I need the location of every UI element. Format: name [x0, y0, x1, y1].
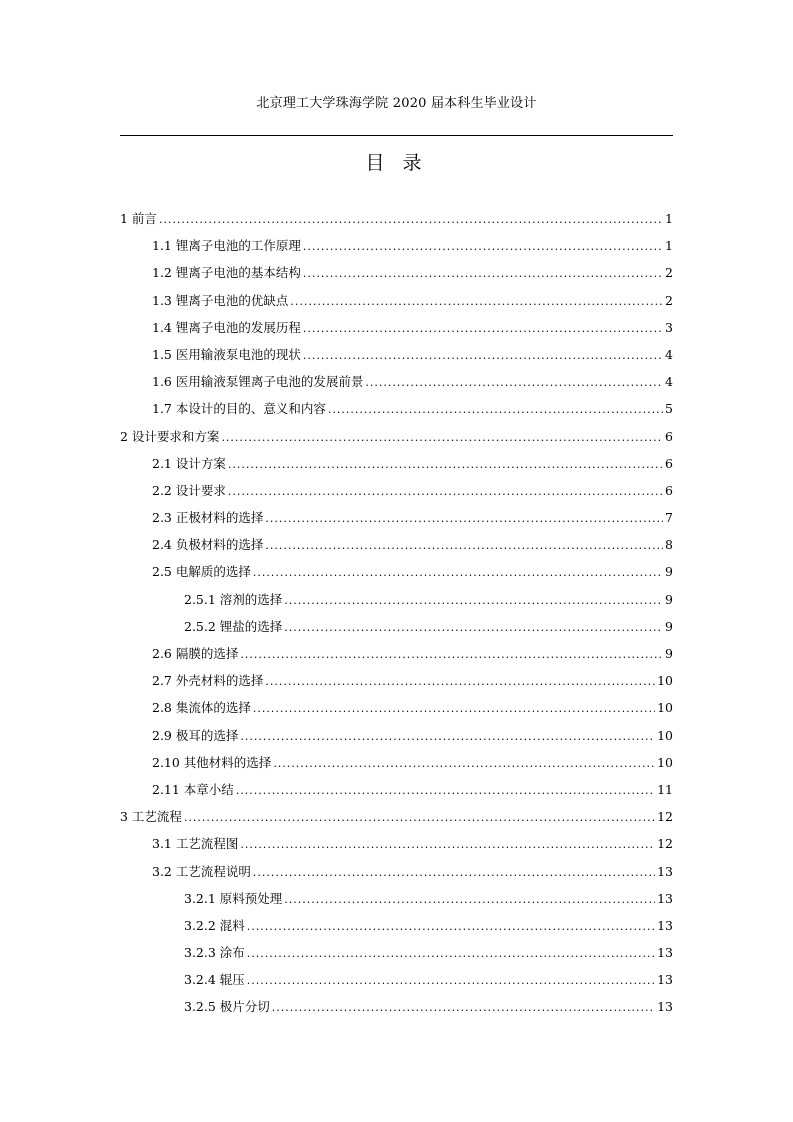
toc-entry-page: 6 [665, 482, 673, 498]
toc-entry[interactable] [120, 508, 673, 535]
toc-entry[interactable] [120, 209, 673, 236]
toc-entry-page: 3 [665, 319, 673, 335]
toc-leader-dots [247, 947, 655, 960]
toc-entry-label: 3.2 工艺流程说明 [152, 863, 251, 879]
toc-entry-page: 6 [665, 455, 673, 471]
toc-entry-page: 9 [665, 564, 673, 580]
toc-entry[interactable] [120, 780, 673, 807]
toc-entry-label: 1.6 医用输液泵锂离子电池的发展前景 [152, 374, 364, 390]
toc-leader-dots [284, 621, 663, 634]
toc-entry-label: 3 工艺流程 [120, 809, 182, 825]
toc-entry-label: 2.10 其他材料的选择 [152, 754, 272, 770]
toc-entry-label: 2.2 设计要求 [152, 482, 226, 498]
toc-entry[interactable] [120, 753, 673, 780]
toc-entry-page: 11 [657, 781, 673, 797]
toc-entry-label: 2.5 电解质的选择 [152, 564, 251, 580]
toc-entry[interactable] [120, 454, 673, 481]
toc-entry[interactable] [120, 263, 673, 290]
toc-leader-dots [240, 838, 655, 851]
toc-leader-dots [253, 866, 655, 879]
toc-entry-label: 1.3 锂离子电池的优缺点 [152, 292, 289, 308]
toc-entry-page: 9 [665, 646, 673, 661]
toc-leader-dots [284, 594, 663, 607]
toc-leader-dots [240, 648, 663, 661]
toc-leader-dots [328, 403, 663, 416]
toc-entry-page: 13 [657, 999, 673, 1015]
toc-leader-dots [253, 566, 663, 579]
toc-leader-dots [159, 213, 663, 226]
toc-entry-label: 2.8 集流体的选择 [152, 700, 251, 716]
toc-leader-dots [247, 974, 655, 987]
toc-entry-label: 1 前言 [120, 211, 157, 226]
toc-entry-label: 3.2.3 涂布 [184, 945, 245, 961]
toc-leader-dots [303, 349, 663, 362]
toc-entry[interactable] [120, 862, 673, 889]
toc-entry[interactable] [120, 236, 673, 263]
toc-entry[interactable] [120, 399, 673, 426]
toc-entry[interactable] [120, 807, 673, 834]
toc-entry-label: 2.6 隔膜的选择 [152, 646, 239, 661]
toc-entry-page: 9 [665, 591, 673, 607]
toc-leader-dots [303, 267, 663, 280]
toc-entry[interactable] [120, 698, 673, 725]
toc-list [120, 209, 673, 1025]
toc-entry-label: 3.2.1 原料预处理 [184, 890, 283, 906]
toc-entry-page: 8 [665, 537, 673, 553]
toc-entry-label: 2.11 本章小结 [152, 781, 234, 797]
toc-entry-page: 13 [657, 917, 673, 933]
toc-entry-label: 1.7 本设计的目的、意义和内容 [152, 401, 326, 417]
toc-entry[interactable] [120, 889, 673, 916]
toc-entry-label: 2.9 极耳的选择 [152, 727, 239, 743]
toc-entry[interactable] [120, 943, 673, 970]
toc-entry-page: 13 [657, 972, 673, 988]
toc-entry-label: 1.2 锂离子电池的基本结构 [152, 265, 301, 281]
toc-entry[interactable] [120, 834, 673, 861]
header-divider [120, 135, 673, 136]
toc-entry-label: 2 设计要求和方案 [120, 428, 220, 444]
toc-entry-label: 2.1 设计方案 [152, 455, 226, 471]
toc-entry-page: 4 [665, 346, 673, 362]
toc-entry-label: 1.5 医用输液泵电池的现状 [152, 346, 301, 362]
toc-entry-page: 10 [657, 673, 673, 689]
toc-entry[interactable] [120, 644, 673, 671]
toc-entry[interactable] [120, 617, 673, 644]
toc-entry[interactable] [120, 726, 673, 753]
toc-entry-label: 1.1 锂离子电池的工作原理 [152, 238, 301, 254]
toc-entry-page: 6 [665, 428, 673, 444]
toc-leader-dots [265, 539, 663, 552]
toc-leader-dots [221, 431, 663, 444]
toc-leader-dots [290, 295, 663, 308]
toc-entry-label: 3.2.4 辊压 [184, 972, 245, 988]
toc-leader-dots [228, 458, 663, 471]
toc-entry-page: 1 [665, 211, 673, 226]
toc-entry-page: 12 [657, 809, 673, 825]
toc-entry[interactable] [120, 590, 673, 617]
toc-entry[interactable] [120, 372, 673, 399]
toc-entry-page: 2 [665, 292, 673, 308]
toc-entry-page: 10 [657, 754, 673, 770]
toc-entry-page: 12 [657, 836, 673, 852]
toc-entry[interactable] [120, 427, 673, 454]
toc-entry-label: 3.1 工艺流程图 [152, 836, 239, 852]
toc-leader-dots [272, 1001, 655, 1014]
toc-entry-page: 7 [665, 510, 673, 526]
toc-leader-dots [240, 730, 655, 743]
toc-leader-dots [236, 784, 655, 797]
toc-entry[interactable] [120, 970, 673, 997]
toc-entry-page: 1 [665, 238, 673, 254]
toc-entry-page: 13 [657, 890, 673, 906]
toc-entry[interactable] [120, 535, 673, 562]
toc-entry-label: 1.4 锂离子电池的发展历程 [152, 319, 301, 335]
toc-entry-page: 13 [657, 863, 673, 879]
toc-entry-page: 10 [657, 727, 673, 743]
toc-leader-dots [247, 920, 655, 933]
toc-entry-label: 2.5.2 锂盐的选择 [184, 618, 283, 634]
toc-entry-label: 2.5.1 溶剂的选择 [184, 591, 283, 607]
toc-leader-dots [253, 702, 655, 715]
toc-entry[interactable] [120, 291, 673, 318]
toc-leader-dots [365, 376, 663, 389]
toc-entry-label: 2.4 负极材料的选择 [152, 537, 264, 553]
toc-leader-dots [303, 322, 663, 335]
toc-entry[interactable] [120, 318, 673, 345]
toc-entry-page: 9 [665, 618, 673, 634]
toc-entry[interactable] [120, 345, 673, 372]
toc-entry[interactable] [120, 671, 673, 698]
page-header: 北京理工大学珠海学院 2020 届本科生毕业设计 [256, 96, 537, 111]
toc-entry-page: 4 [665, 374, 673, 390]
toc-leader-dots [184, 811, 655, 824]
toc-leader-dots [284, 893, 655, 906]
toc-entry-page: 5 [665, 401, 673, 417]
toc-entry-label: 2.7 外壳材料的选择 [152, 673, 264, 689]
toc-entry[interactable] [120, 481, 673, 508]
toc-entry-label: 2.3 正极材料的选择 [152, 510, 264, 526]
toc-leader-dots [273, 757, 655, 770]
toc-entry-label: 3.2.2 混料 [184, 917, 245, 933]
toc-leader-dots [265, 675, 655, 688]
toc-leader-dots [265, 512, 663, 525]
toc-entry-label: 3.2.5 极片分切 [184, 999, 270, 1015]
toc-entry-page: 2 [665, 265, 673, 281]
toc-entry[interactable] [120, 997, 673, 1024]
toc-leader-dots [228, 485, 663, 498]
toc-entry-page: 13 [657, 945, 673, 961]
toc-title: 目 录 [365, 152, 428, 174]
toc-leader-dots [303, 240, 663, 253]
toc-entry[interactable] [120, 562, 673, 589]
toc-entry[interactable] [120, 916, 673, 943]
toc-entry-page: 10 [657, 700, 673, 716]
